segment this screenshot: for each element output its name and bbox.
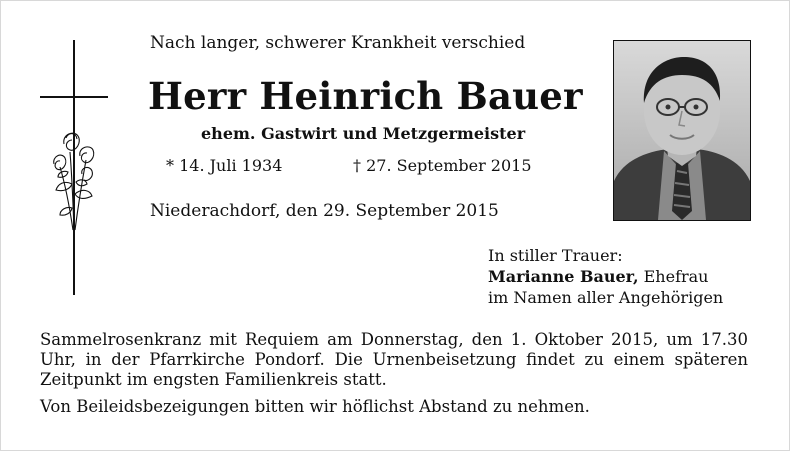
cross-horizontal-bar — [40, 96, 108, 98]
portrait-illustration — [614, 41, 750, 220]
deceased-name: Herr Heinrich Bauer — [148, 74, 583, 118]
mourners-heading: In stiller Trauer: — [488, 246, 623, 265]
death-date: † 27. September 2015 — [353, 156, 532, 175]
spouse-line — [488, 266, 723, 287]
service-details — [40, 330, 748, 390]
condolences-text: Von Beileidsbezeigungen bitten wir höflichst Abstand zu nehmen. — [40, 397, 590, 416]
mourners-block — [488, 245, 723, 308]
portrait-photo — [613, 40, 751, 221]
spouse-name: Marianne Bauer, — [488, 267, 639, 286]
place-and-date: Niederachdorf, den 29. September 2015 — [150, 201, 499, 221]
spouse-role: Ehefrau — [643, 267, 709, 286]
intro-text: Nach langer, schwerer Krankheit verschied — [150, 33, 526, 53]
service-text: Sammelrosenkranz mit Requiem am Donnerstag, den 1. Oktober 2015, um 17.30 Uhr, in der Pfarrkirche Pondorf. Die Urnenbeisetzung findet zu einem späteren Zeitpunkt im engsten Familienkreis statt. — [40, 330, 748, 389]
roses-icon — [48, 122, 108, 237]
other-mourners: im Namen aller Angehörigen — [488, 288, 724, 307]
birth-date: * 14. Juli 1934 — [166, 156, 283, 175]
occupation-text: ehem. Gastwirt und Metzgermeister — [201, 124, 526, 143]
